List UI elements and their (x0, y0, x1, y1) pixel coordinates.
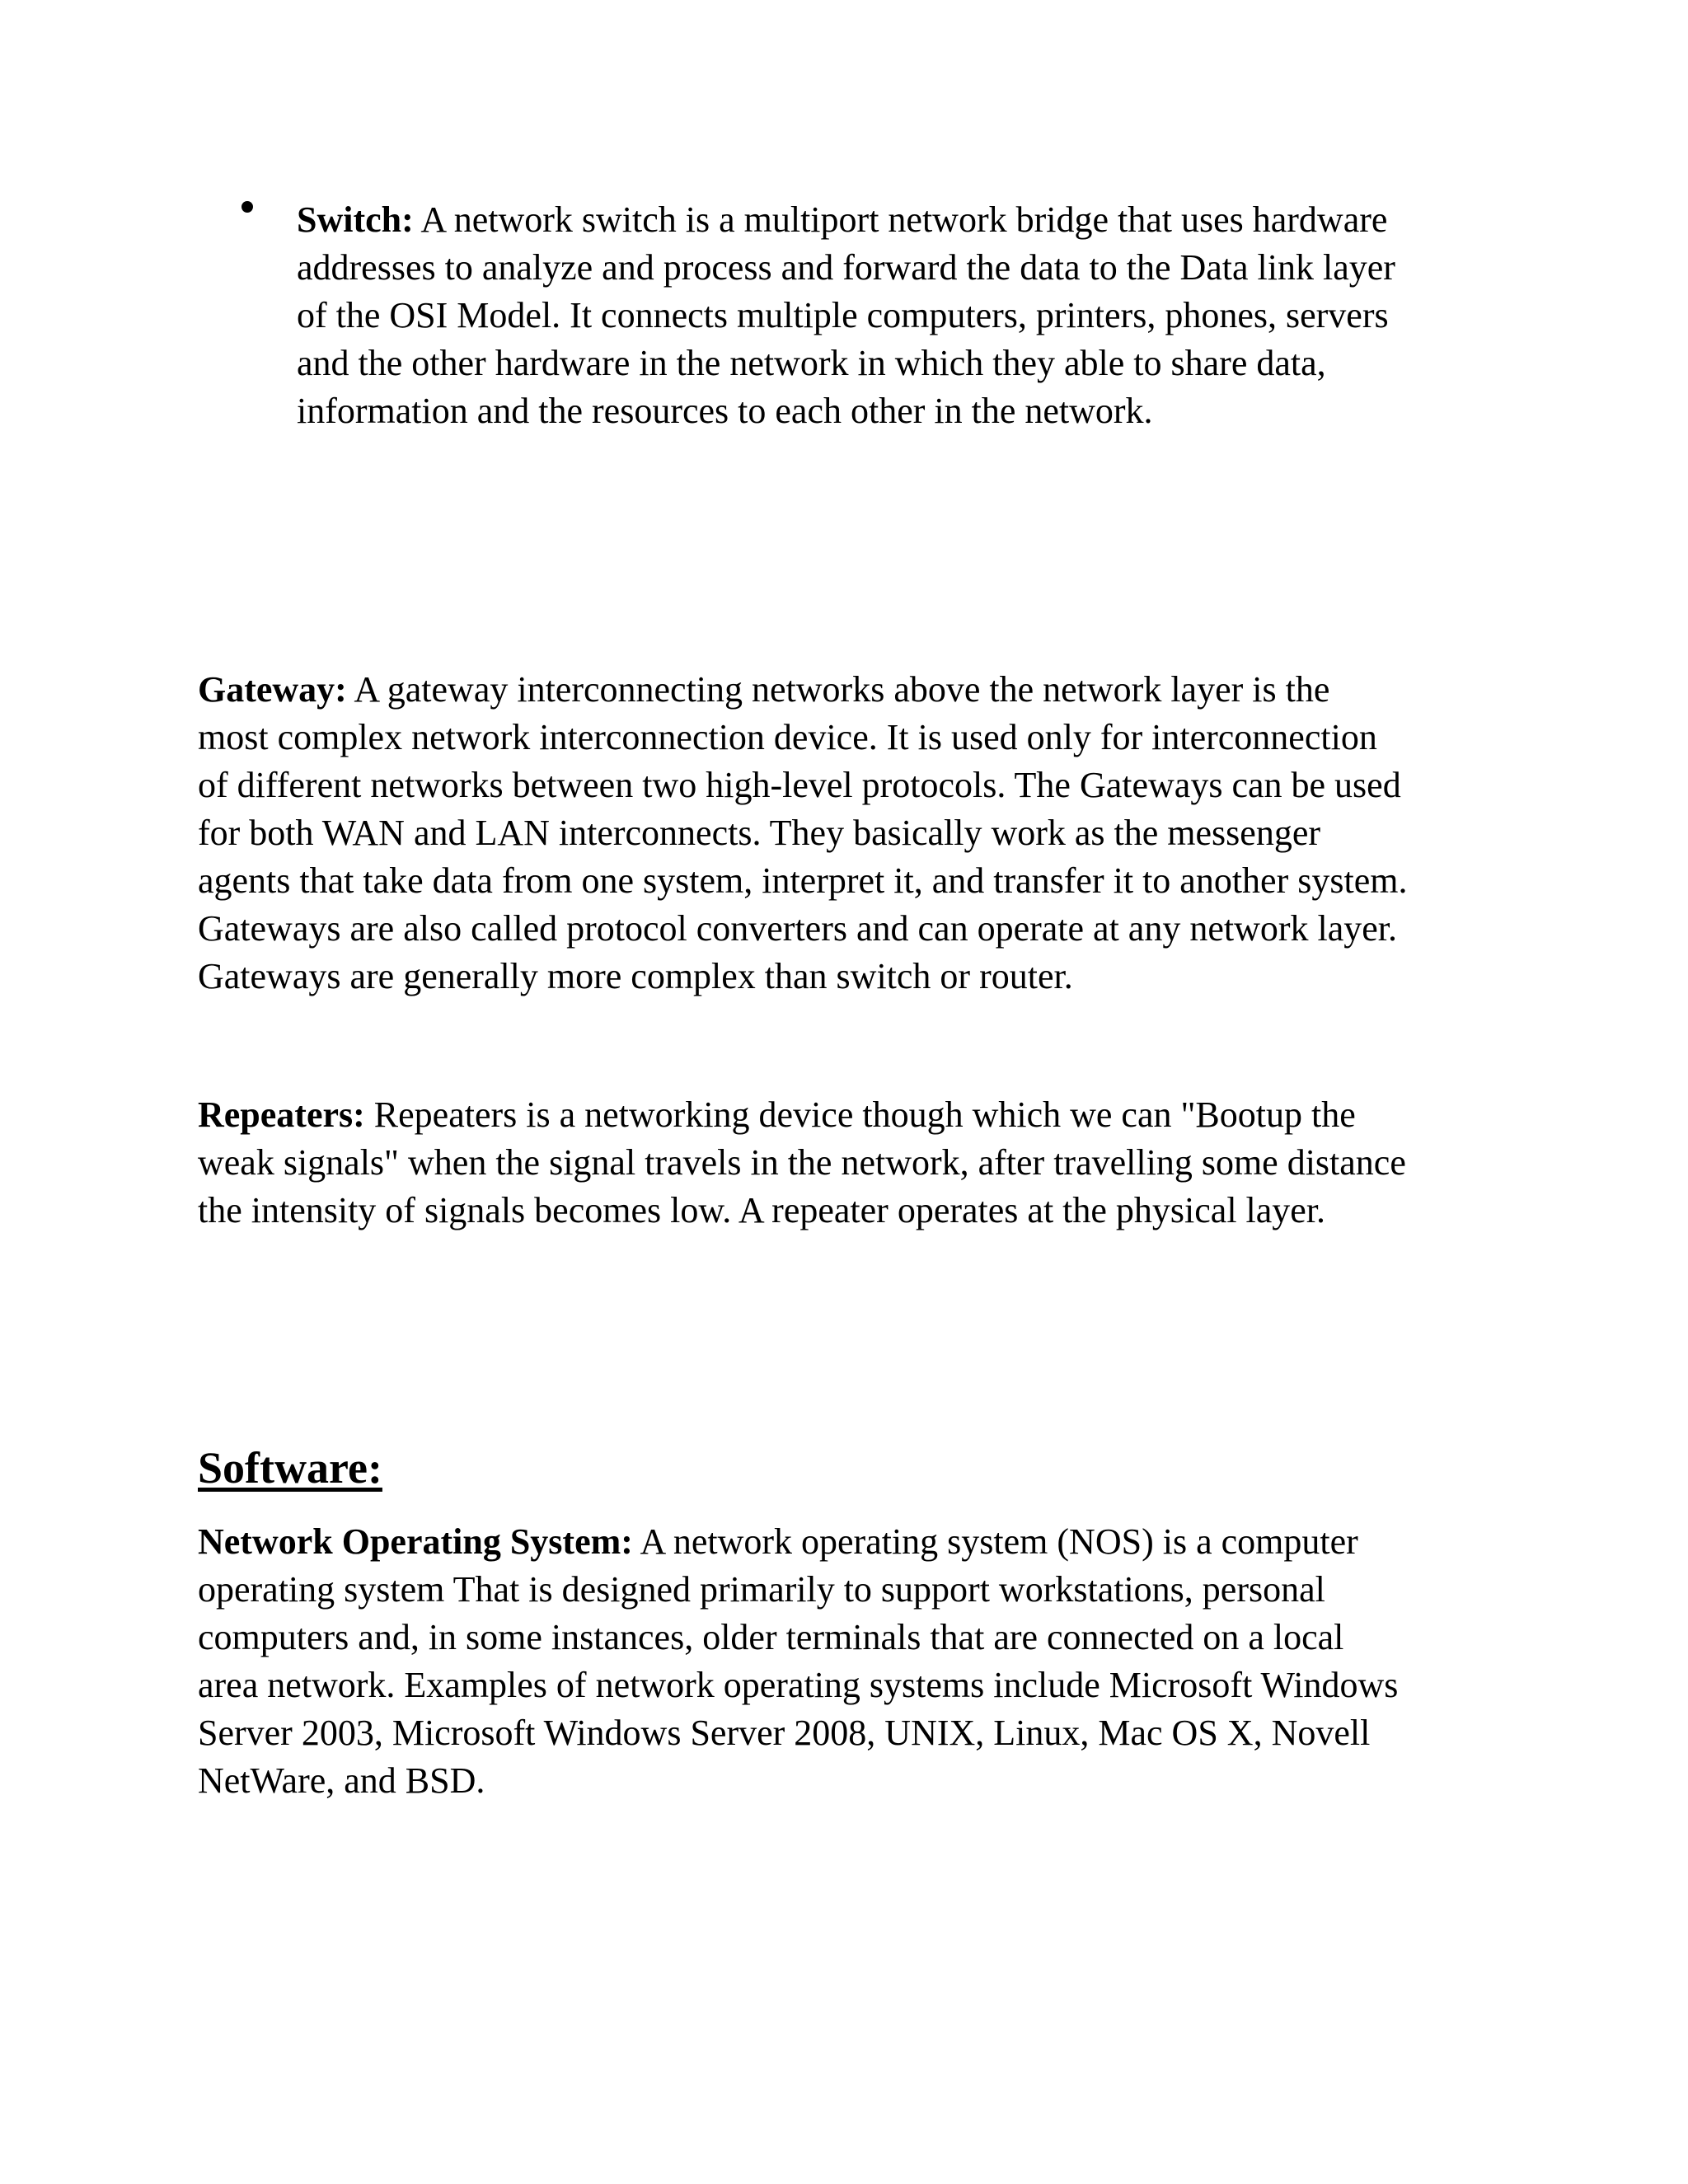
nos-text-line: NetWare, and BSD. (198, 1760, 485, 1801)
gateway-text-line: agents that take data from one system, interpret it, and transfer it to another system. (198, 860, 1408, 901)
software-heading: Software: (198, 1443, 382, 1493)
gateway-text-line: for both WAN and LAN interconnects. They basically work as the messenger (198, 813, 1321, 853)
nos-text-line: area network. Examples of network operating systems include Microsoft Windows (198, 1665, 1399, 1705)
gateway-text-line: of different networks between two high-level protocols. The Gateways can be used (198, 765, 1401, 805)
repeaters-text-line: Repeaters is a networking device though which we can "Bootup the (364, 1094, 1356, 1135)
repeaters-text-line: weak signals" when the signal travels in the network, after travelling some distance (198, 1142, 1406, 1183)
gateway-text-line: most complex network interconnection device. It is used only for interconnection (198, 717, 1377, 757)
nos-text-line: computers and, in some instances, older terminals that are connected on a local (198, 1617, 1344, 1657)
nos-text-line: Server 2003, Microsoft Windows Server 2008, UNIX, Linux, Mac OS X, Novell (198, 1713, 1371, 1753)
nos-term: Network Operating System: (198, 1521, 633, 1562)
switch-text-line: information and the resources to each other in the network. (297, 391, 1153, 431)
nos-text-line: operating system That is designed primarily to support workstations, personal (198, 1569, 1325, 1610)
repeaters-text-line: the intensity of signals becomes low. A repeater operates at the physical layer. (198, 1190, 1326, 1230)
nos-paragraph (198, 1518, 1517, 1805)
gateway-paragraph (198, 666, 1517, 1001)
switch-list-item (297, 196, 1492, 435)
switch-text-line: A network switch is a multiport network bridge that uses hardware (413, 199, 1388, 240)
switch-text-line: of the OSI Model. It connects multiple computers, printers, phones, servers (297, 295, 1389, 335)
gateway-text-line: Gateways are generally more complex than switch or router. (198, 956, 1073, 996)
switch-text-line: and the other hardware in the network in which they able to share data, (297, 343, 1326, 383)
repeaters-term: Repeaters: (198, 1094, 365, 1135)
switch-text-line: addresses to analyze and process and forward the data to the Data link layer (297, 247, 1395, 288)
nos-text-line: A network operating system (NOS) is a computer (632, 1521, 1358, 1562)
gateway-text-line: Gateways are also called protocol converters and can operate at any network layer. (198, 908, 1398, 949)
bullet-icon (241, 201, 253, 213)
gateway-term: Gateway: (198, 669, 347, 710)
gateway-text-line: A gateway interconnecting networks above the network layer is the (346, 669, 1330, 710)
repeaters-paragraph (198, 1091, 1517, 1235)
switch-term: Switch: (297, 199, 414, 240)
